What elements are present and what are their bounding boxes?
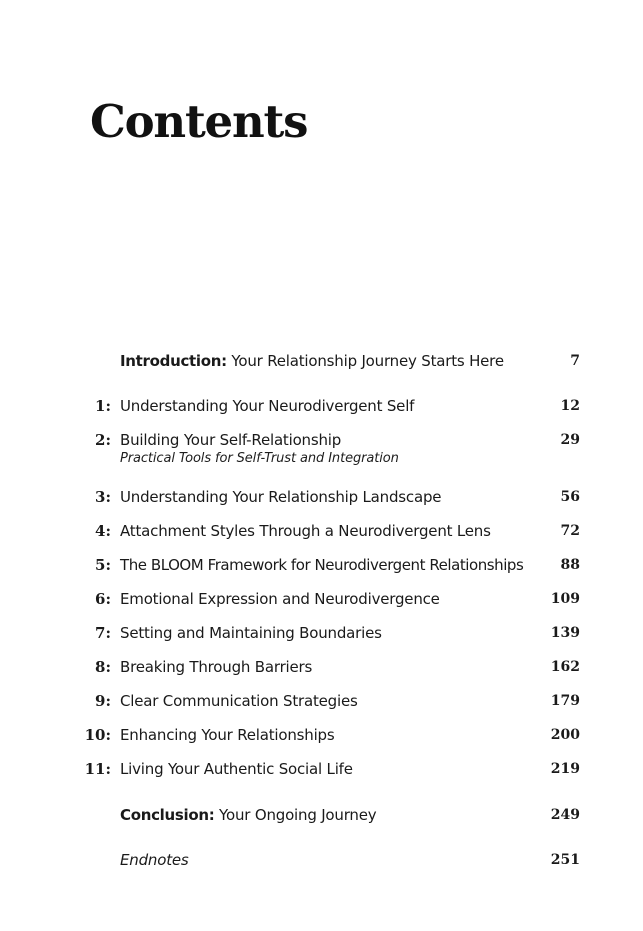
toc-page-number: 29 — [560, 432, 580, 448]
toc-chapter-number: 10: — [84, 726, 111, 744]
toc-entry-chapter-7[interactable] — [0, 621, 643, 645]
toc-entry-introduction[interactable] — [0, 349, 643, 373]
toc-page-number: 88 — [560, 557, 580, 573]
toc-entry-title: Breaking Through Barriers — [120, 658, 313, 676]
toc-entry-chapter-8[interactable] — [0, 655, 643, 679]
toc-entry-title: Living Your Authentic Social Life — [120, 760, 353, 778]
toc-entry-chapter-4[interactable] — [0, 519, 643, 543]
toc-entry-title-text: Your Relationship Journey Starts Here — [231, 352, 504, 370]
toc-entry-title — [120, 803, 376, 827]
toc-chapter-number: 8: — [95, 658, 111, 676]
toc-chapter-number: 6: — [95, 590, 111, 608]
toc-entry-title: The BLOOM Framework for Neurodivergent Relationships — [120, 556, 524, 574]
toc-entry-title: Setting and Maintaining Boundaries — [120, 624, 382, 642]
toc-entry-endnotes[interactable] — [0, 848, 643, 872]
toc-entry-chapter-11[interactable] — [0, 757, 643, 781]
toc-page-number: 7 — [570, 353, 580, 369]
toc-entry-title: Emotional Expression and Neurodivergence — [120, 590, 440, 608]
toc-entry-lead: Introduction: — [120, 352, 227, 370]
toc-entry-chapter-6[interactable] — [0, 587, 643, 611]
toc-page-number: 200 — [550, 727, 580, 743]
toc-chapter-number: 1: — [95, 397, 111, 415]
toc-entry-subtitle: Practical Tools for Self-Trust and Integration — [120, 451, 399, 466]
toc-page-number: 162 — [550, 659, 580, 675]
toc-page-number: 139 — [550, 625, 580, 641]
toc-entry-chapter-2[interactable] — [0, 428, 643, 474]
toc-page-number: 72 — [560, 523, 580, 539]
toc-entry-chapter-3[interactable] — [0, 485, 643, 509]
toc-chapter-number: 2: — [95, 431, 111, 449]
toc-entry-chapter-1[interactable] — [0, 394, 643, 418]
toc-page-number: 109 — [550, 591, 580, 607]
toc-page-number: 12 — [560, 398, 580, 414]
toc-entry-title: Attachment Styles Through a Neurodivergent Lens — [120, 522, 491, 540]
toc-entry-title: Understanding Your Neurodivergent Self — [120, 397, 415, 415]
toc-entry-chapter-5[interactable] — [0, 553, 643, 577]
toc-entry-title: Endnotes — [120, 851, 189, 869]
toc-page-number: 219 — [550, 761, 580, 777]
toc-chapter-number: 5: — [95, 556, 111, 574]
toc-page-number: 56 — [560, 489, 580, 505]
toc-entry-title: Enhancing Your Relationships — [120, 726, 335, 744]
toc-entry-title — [120, 349, 504, 373]
toc-chapter-number: 7: — [95, 624, 111, 642]
toc-entry-chapter-10[interactable] — [0, 723, 643, 747]
toc-chapter-number: 11: — [84, 760, 111, 778]
toc-chapter-number: 3: — [95, 488, 111, 506]
toc-page-number: 251 — [550, 852, 580, 868]
toc-page-number: 249 — [550, 807, 580, 823]
toc-entry-title: Clear Communication Strategies — [120, 692, 358, 710]
toc-entry-lead: Conclusion: — [120, 806, 215, 824]
toc-entry-title: Understanding Your Relationship Landscape — [120, 488, 442, 506]
toc-entry-title-text: Your Ongoing Journey — [219, 806, 377, 824]
page-title: Contents — [90, 95, 308, 148]
toc-entry-chapter-9[interactable] — [0, 689, 643, 713]
toc-page-number: 179 — [550, 693, 580, 709]
toc-chapter-number: 4: — [95, 522, 111, 540]
toc-entry-title: Building Your Self-Relationship — [120, 431, 342, 449]
toc-chapter-number: 9: — [95, 692, 111, 710]
toc-entry-conclusion[interactable] — [0, 803, 643, 827]
